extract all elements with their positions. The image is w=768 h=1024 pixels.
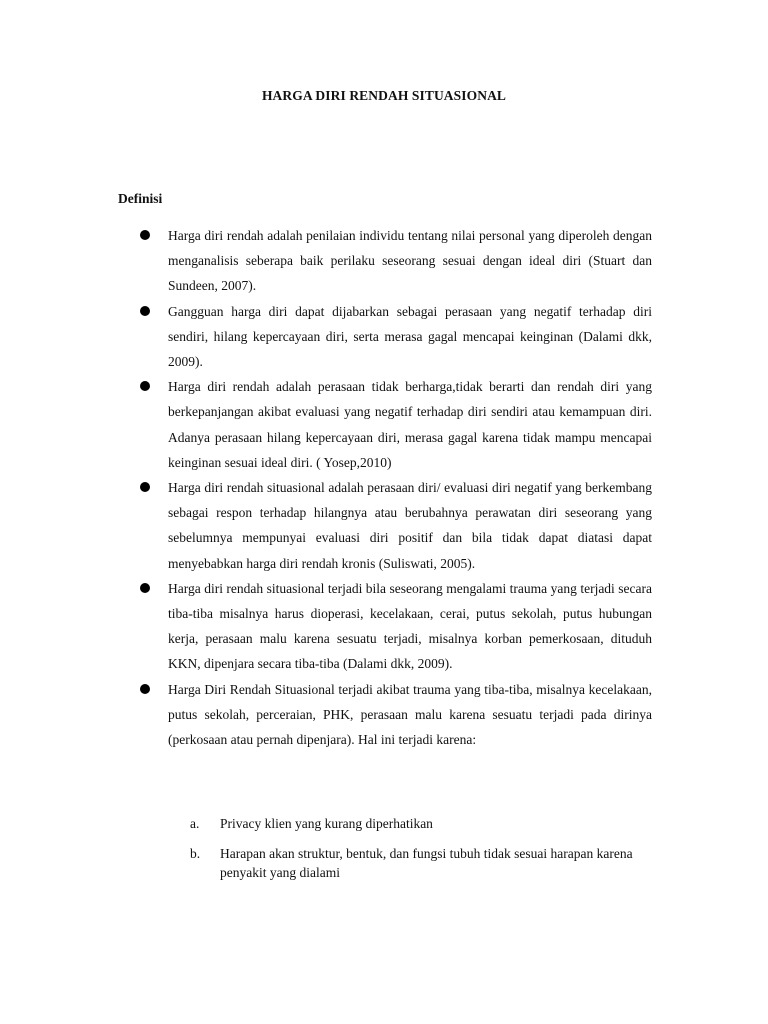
bullet-dot-icon <box>140 583 150 593</box>
sublist-marker: a. <box>190 816 200 831</box>
bullet-dot-icon <box>140 306 150 316</box>
bullet-dot-icon <box>140 230 150 240</box>
list-item-text: Harga diri rendah situasional terjadi bila seseorang mengalami trauma yang terjadi secara tiba-tiba misalnya harus dioperasi, kecelakaan, cerai, putus sekolah, putus hubungan kerja, perasaan malu karena sesuatu terjadi, misalnya korban pemerkosaan, dituduh KKN, dipenjara secara tiba-tiba (Dalami dkk, 2009). <box>168 580 652 672</box>
list-item <box>140 299 652 375</box>
list-item <box>140 576 652 677</box>
list-item <box>140 677 652 753</box>
bullet-dot-icon <box>140 684 150 694</box>
list-item-text: Harga diri rendah situasional adalah perasaan diri/ evaluasi diri negatif yang berkembang sebagai respon terhadap hilangnya atau berubahnya perawatan diri seseorang yang sebelumnya mempunyai evaluasi diri positif dan bila tidak dapat diatasi dapat menyebabkan harga diri rendah kronis (Suliswati, 2005). <box>168 480 652 571</box>
sublist-item-text: Privacy klien yang kurang diperhatikan <box>220 816 433 831</box>
list-item-text: Harga diri rendah adalah penilaian individu tentang nilai personal yang diperoleh dengan menganalisis seberapa baik perilaku seseorang sesuai dengan ideal diri (Stuart dan Sundeen, 2007). <box>168 228 652 294</box>
list-item <box>140 223 652 299</box>
document-title: HARGA DIRI RENDAH SITUASIONAL <box>261 88 507 103</box>
sublist-item-text: Harapan akan struktur, bentuk, dan fungsi tubuh tidak sesuai harapan karena penyakit yang dialami <box>220 846 633 880</box>
list-item-text: Harga diri rendah adalah perasaan tidak berharga,tidak berarti dan rendah diri yang berkepanjangan akibat evaluasi yang negatif terhadap diri sendiri atau kemampuan diri. Adanya perasaan hilang kepercayaan diri, merasa gagal karena tidak mampu mencapai keinginan sesuai ideal diri. ( Yosep,2010) <box>168 379 652 470</box>
sublist-item <box>190 844 652 882</box>
list-item <box>140 374 652 475</box>
definition-list <box>140 223 652 752</box>
cause-sublist <box>190 814 652 893</box>
list-item-text: Harga Diri Rendah Situasional terjadi akibat trauma yang tiba-tiba, misalnya kecelakaan, putus sekolah, perceraian, PHK, perasaan malu karena sesuatu terjadi pada dirinya (perkosaan atau pernah dipenjara). Hal ini terjadi karena: <box>168 681 652 748</box>
sublist-marker: b. <box>190 846 201 861</box>
list-item <box>140 475 652 576</box>
bullet-dot-icon <box>140 381 150 391</box>
section-heading: Definisi <box>118 191 163 206</box>
sublist-item <box>190 814 652 833</box>
list-item-text: Gangguan harga diri dapat dijabarkan sebagai perasaan yang negatif terhadap diri sendiri, hilang kepercayaan diri, serta merasa gagal mencapai keinginan (Dalami dkk, 2009). <box>168 303 652 370</box>
bullet-dot-icon <box>140 482 150 492</box>
